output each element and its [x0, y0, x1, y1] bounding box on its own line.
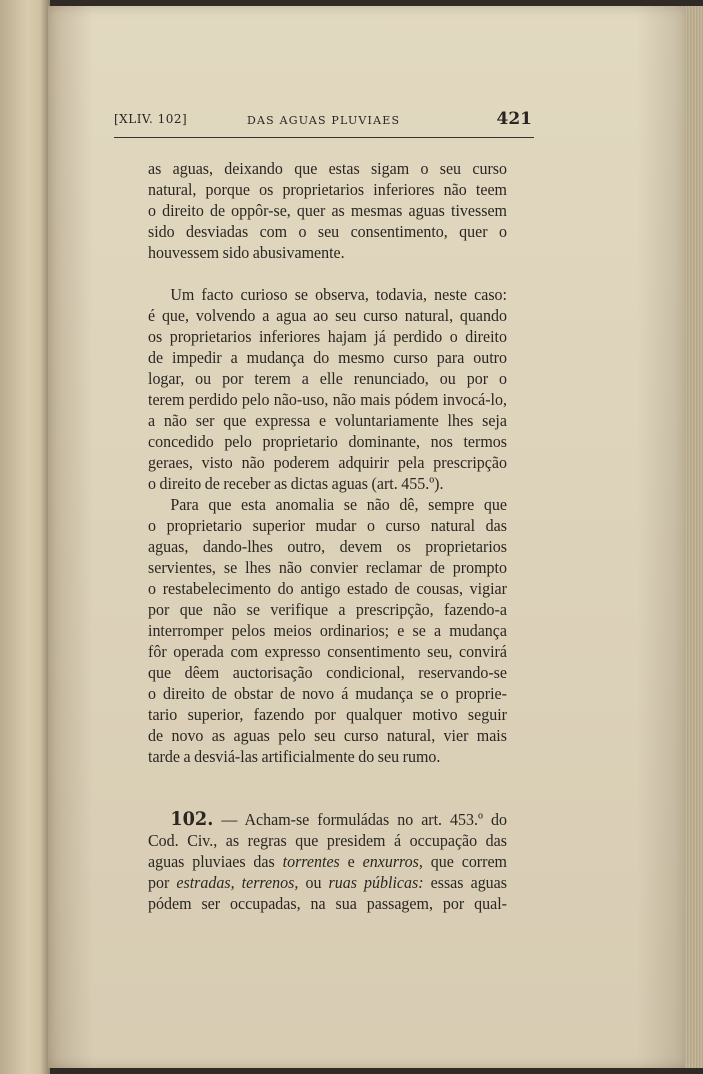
text-line [148, 851, 507, 872]
running-header [114, 108, 534, 132]
text-line: Um facto curioso se observa, todavia, neste caso: [170, 285, 507, 304]
text-line: tarde a desviá-las artificialmente do seu rumo. [148, 747, 441, 766]
text-line: o proprietario superior mudar o curso natural das [148, 516, 507, 535]
text-run: ou [298, 873, 329, 892]
text-line: tario superior, fazendo por qualquer motivo seguir [148, 705, 507, 724]
text-line: é que, volvendo a agua ao seu curso natural, quando [148, 306, 507, 325]
header-rule [114, 137, 534, 138]
section-gap [148, 767, 507, 809]
italic-term: estradas, terrenos, [176, 873, 299, 892]
text-line: o direito de oppôr-se, quer as mesmas aguas tivessem [148, 201, 507, 220]
text-line: Para que esta anomalia se não dê, sempre que [170, 495, 507, 514]
text-line: Cod. Civ., as regras que presidem á occupação das [148, 831, 507, 850]
text-run: por [148, 873, 177, 892]
header-title: DAS AGUAS PLUVIAES [247, 114, 401, 127]
text-line: os proprietarios inferiores hajam já perdido o direito [148, 327, 507, 346]
text-line: geraes, visto não poderem adquirir pela prescripção [148, 453, 507, 472]
text-line: aguas, dando-lhes outro, devem os proprietarios [148, 537, 507, 556]
text-line: o direito de receber as dictas aguas (art. 455.º). [148, 474, 444, 493]
text-line: o restabelecimento do antigo estado de cousas, vigiar [148, 579, 507, 598]
italic-term: ruas públicas: [328, 873, 424, 892]
text-line: houvessem sido abusivamente. [148, 243, 345, 262]
text-line: as aguas, deixando que estas sigam o seu curso [148, 159, 507, 178]
page-number: 421 [496, 109, 532, 129]
text-line: que dêem auctorisação condicional, reservando-se [148, 663, 507, 682]
text-line: concedido pelo proprietario dominante, nos termos [148, 432, 507, 451]
text-line: de novo as aguas pelo seu curso natural, vier mais [148, 726, 507, 745]
paragraph-gap [148, 263, 507, 284]
page-edge-stack [685, 6, 703, 1068]
section-heading-line [148, 809, 507, 830]
text-run: que correm [422, 852, 507, 871]
italic-term: enxurros, [362, 852, 423, 871]
text-line: por que não se verifique a prescripção, fazendo-a [148, 600, 507, 619]
text-line: de impedir a mudança do mesmo curso para outro [148, 348, 507, 367]
body-text [148, 158, 507, 914]
text-run: e [339, 852, 363, 871]
text-line [148, 872, 507, 893]
text-line: interromper pelos meios ordinarios; e se a mudança [148, 621, 507, 640]
text-line: fôr operada com expresso consentimento seu, convirá [148, 642, 507, 661]
italic-term: torrentes [282, 852, 340, 871]
text-line: servientes, se lhes não convier reclamar de prompto [148, 558, 507, 577]
book-cover-edge [0, 0, 50, 1074]
section-number: 102. [170, 808, 214, 830]
header-section-ref: [XLIV. 102] [114, 112, 188, 126]
text-run: aguas pluviaes das [148, 852, 283, 871]
text-line: natural, porque os proprietarios inferiores não teem [148, 180, 507, 199]
text-line: a não ser que expressa e voluntariamente lhes seja [148, 411, 507, 430]
text-line: sido desviadas com o seu consentimento, quer o [148, 222, 507, 241]
text-line: terem perdido pelo não-uso, não mais pódem invocá-lo, [148, 390, 507, 409]
text-line: logar, ou por terem a elle renunciado, ou por o [148, 369, 507, 388]
text-line: o direito de obstar de novo á mudança se o proprie- [148, 684, 507, 703]
section-text: — Acham-se formuládas no art. 453.º do [213, 810, 507, 829]
text-line: pódem ser occupadas, na sua passagem, por qual- [148, 894, 507, 913]
text-run: essas aguas [423, 873, 507, 892]
